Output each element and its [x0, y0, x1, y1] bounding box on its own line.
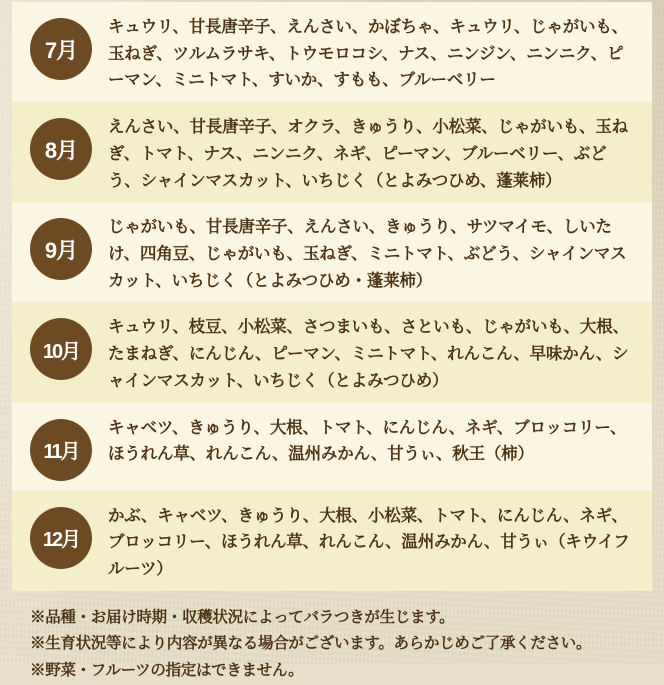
footnote-line: ※野菜・フルーツの指定はできません。	[30, 662, 304, 680]
month-badge: 10月	[30, 318, 92, 380]
month-items: キャベツ、きゅうり、大根、トマト、にんじん、ネギ、ブロッコリー、ほうれん草、れんこん、温州みかん、甘うぃ、秋王（柿）	[108, 418, 627, 464]
month-badge: 8月	[30, 118, 92, 180]
table-row	[12, 102, 652, 202]
table-row	[12, 202, 652, 302]
table-row	[12, 403, 652, 491]
month-rows	[12, 0, 652, 591]
table-row	[12, 302, 652, 402]
month-items: じゃがいも、甘長唐辛子、えんさい、きゅうり、サツマイモ、しいたけ、四角豆、じゃがいも、玉ねぎ、ミニトマト、ぶどう、シャインマスカット、いちじく（とよみつひめ・蓬莱柿）	[108, 218, 627, 290]
month-badge: 11月	[30, 419, 92, 481]
month-items: キュウリ、枝豆、小松菜、さつまいも、さといも、じゃがいも、大根、たまねぎ、にんじん、ピーマン、ミニトマト、れんこん、早味かん、シャインマスカット、いちじく（とよみつひめ）	[108, 318, 629, 390]
month-badge: 7月	[30, 18, 92, 80]
month-badge: 9月	[30, 218, 92, 280]
footnote-line: ※生育状況等により内容が異なる場合がございます。あらかじめご了承ください。	[30, 635, 592, 653]
month-items: かぶ、キャベツ、きゅうり、大根、小松菜、トマト、にんじん、ネギ、ブロッコリー、ほうれん草、れんこん、温州みかん、甘うぃ（キウイフルーツ）	[108, 506, 630, 579]
footnote-line: ※品種・お届け時期・収穫状況によってバラつきが生じます。	[30, 608, 455, 626]
footnotes	[12, 591, 652, 685]
table-row	[12, 491, 652, 591]
month-items: キュウリ、甘長唐辛子、えんさい、かぼちゃ、キュウリ、じゃがいも、玉ねぎ、ツルムラサキ、トウモロコシ、ナス、ニンジン、ニンニク、ピーマン、ミニトマト、すいか、すもも、ブルーベリー	[108, 18, 628, 90]
month-items: えんさい、甘長唐辛子、オクラ、きゅうり、小松菜、じゃがいも、玉ねぎ、トマト、ナス、ニンニク、ネギ、ピーマン、ブルーベリー、ぶどう、シャインマスカット、いちじく（とよみつひめ、蓬莱柿）	[108, 118, 628, 190]
month-badge: 12月	[30, 507, 92, 569]
table-row	[12, 2, 652, 102]
